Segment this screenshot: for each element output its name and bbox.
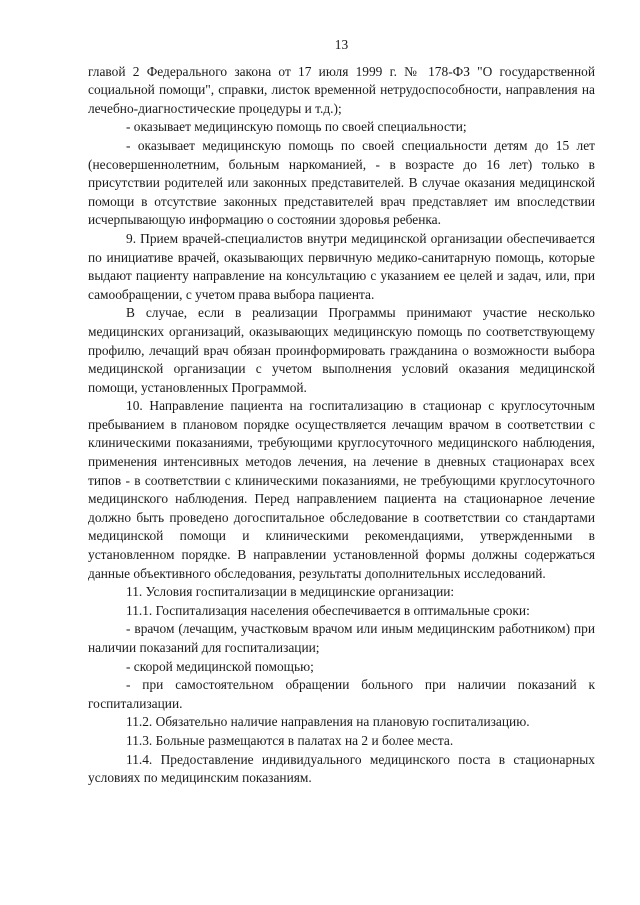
paragraph-item-11-3: 11.3. Больные размещаются в палатах на 2 и более места. [126,732,454,748]
paragraph-item-11-2: 11.2. Обязательно наличие направления на плановую госпитализацию. [126,714,530,730]
paragraph-list-item: - оказывает медицинскую помощь по своей специальности детям до 15 лет (несовершеннолетним, больным наркоманией, - в возрасте до 16 лет) только в присутствии родителей или законных представителей. В случае оказания медицинской помощи в отсутствие законных представителей врач представляет им впоследствии исчерпывающую информацию о состоянии здоровья ребенка. [88,137,595,228]
paragraph-item-11-1: 11.1. Госпитализация населения обеспечивается в оптимальные сроки: [126,602,530,618]
paragraph-item-10: 10. Направление пациента на госпитализацию в стационар с круглосуточным пребыванием в плановом порядке осуществляется лечащим врачом в соответствии с клиническими показаниями, требующими круглосуточного медицинского наблюдения, применения интенсивных методов лечения, на лечение в дневных стационарах всех типов - в соответствии с клиническими показаниями, не требующими круглосуточного медицинского наблюдения. Перед направлением пациента на стационарное лечение должно быть проведено догоспитальное обследование в соответствии со стандартами медицинской помощи и клиническими рекомендациями, утвержденными в установленном порядке. В направлении установленной формы должны содержаться данные объективного обследования, результаты дополнительных исследований. [88,398,595,581]
paragraph-list-item: - при самостоятельном обращении больного при наличии показаний к госпитализации. [88,677,595,711]
paragraph-list-item: - скорой медицинской помощью; [126,658,314,674]
paragraph-item-11: 11. Условия госпитализации в медицинские организации: [126,584,455,600]
paragraph-continuation: главой 2 Федерального закона от 17 июля 1999 г. № 178-ФЗ "О государственной социальной помощи", справки, листок временной нетрудоспособности, направления на лечебно-диагностические процедуры и т.д.); [88,63,595,116]
paragraph-list-item: - оказывает медицинскую помощь по своей специальности; [126,119,467,135]
paragraph: В случае, если в реализации Программы принимают участие несколько медицинских организаций, оказывающих медицинскую помощь по соответствующему профилю, лечащий врач обязан проинформировать гражданина о возможности выбора медицинской организации с учетом выполнения условий оказания медицинской помощи, установленных Программой. [88,305,595,395]
paragraph-list-item: - врачом (лечащим, участковым врачом или иным медицинским работником) при наличии показаний для госпитализации; [88,621,595,655]
paragraph-item-9: 9. Прием врачей-специалистов внутри медицинской организации обеспечивается по инициативе врачей, оказывающих первичную медико-санитарную помощь, которые выдают пациенту направление на консультацию с указанием ее целей и задач, или, при самообращении, с учетом права выбора пациента. [88,230,595,302]
document-page [88,36,595,788]
page-number: 13 [334,37,349,52]
paragraph-item-11-4: 11.4. Предоставление индивидуального медицинского поста в стационарных условиях по медицинским показаниям. [88,751,595,786]
